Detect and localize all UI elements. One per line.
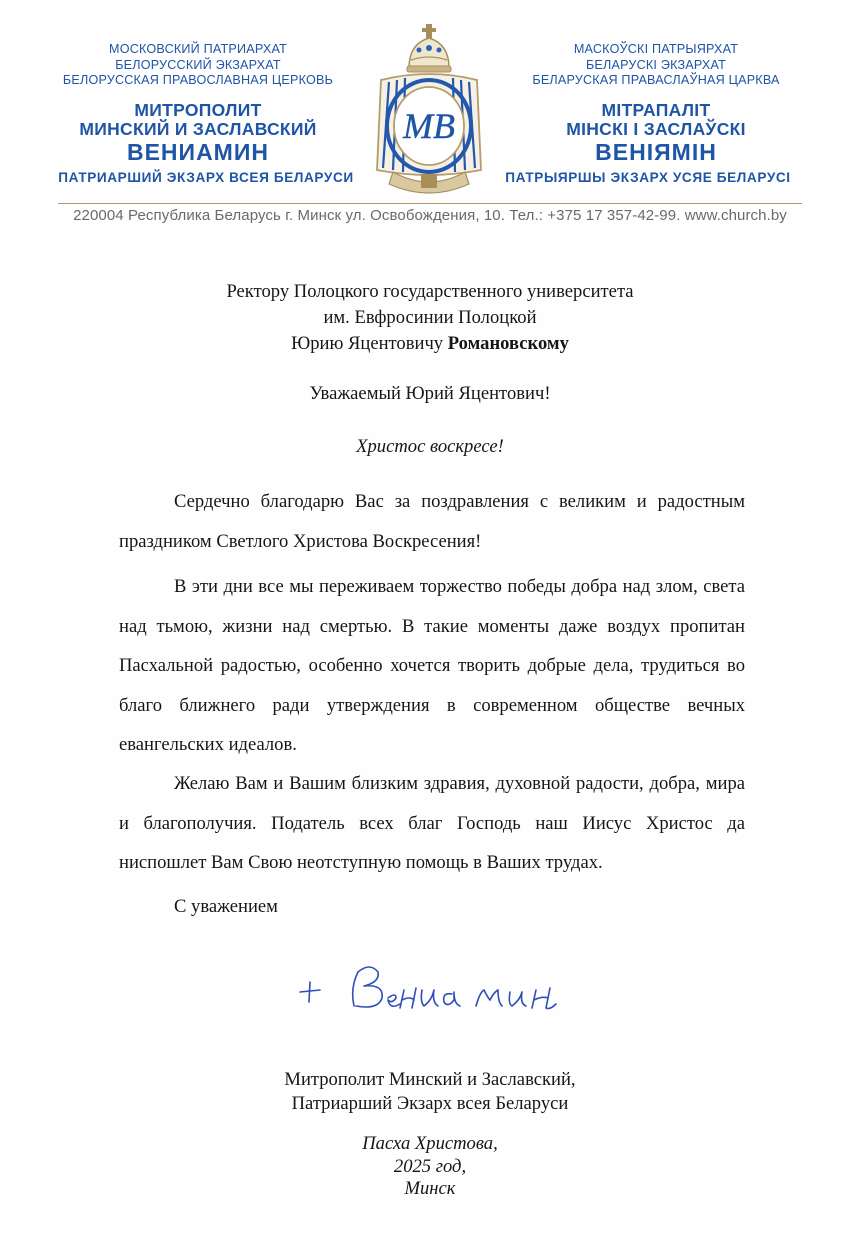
date-place: Минск: [404, 1178, 456, 1199]
signoff-block: [0, 1068, 860, 1116]
recipient-surname: Романовскому: [447, 333, 569, 354]
closing-regards: С уважением: [174, 896, 278, 917]
letterhead-left-name: ВЕНИАМИН: [126, 138, 269, 165]
letterhead-left-line: БЕЛОРУССКАЯ ПРАВОСЛАВНАЯ ЦЕРКОВЬ: [62, 73, 334, 87]
recipient-line: им. Евфросинии Полоцкой: [323, 307, 537, 328]
signoff-title: Митрополит Минский и Заславский,: [284, 1069, 576, 1090]
paschal-greeting: Христос воскресе!: [356, 436, 504, 457]
letterhead-left-title: МИТРОПОЛИТ: [134, 99, 262, 120]
letterhead-right-line: МАСКОЎСКІ ПАТРЫЯРХАТ: [573, 42, 739, 56]
signoff-exarch: Патриарший Экзарх всея Беларуси: [291, 1093, 569, 1114]
greeting: Уважаемый Юрий Яцентович!: [309, 383, 551, 404]
letterhead-right-line: БЕЛАРУСКІ ЭКЗАРХАТ: [585, 57, 727, 72]
date-year: 2025 год,: [393, 1155, 467, 1177]
emblem-monogram: МВ: [403, 106, 455, 146]
letterhead-right-line: БЕЛАРУСКАЯ ПРАВАСЛАЎНАЯ ЦАРКВА: [532, 73, 780, 87]
letterhead-left: [48, 42, 348, 165]
letterhead-right: [506, 42, 806, 165]
body-paragraph: В эти дни все мы переживаем торжество победы добра над злом, света над тьмою, жизни над смертью. В такие моменты даже воздух пропитан Пасхальной радостью, особенно хочется творить добрые дела, трудиться во благо ближнего ради утверждения в современном обществе вечных евангельских идеалов.: [119, 576, 745, 756]
handwritten-signature: [292, 948, 592, 1028]
mitre-icon: [407, 24, 451, 72]
metropolitan-emblem: [353, 20, 505, 198]
letterhead-right-exarch: ПАТРЫЯРШЫ ЭКЗАРХ УСЯЕ БЕЛАРУСІ: [505, 170, 791, 185]
letterhead-right-see: МІНСКІ І ЗАСЛАЎСКІ: [566, 118, 746, 139]
letterhead-right-name: ВЕНІЯМІН: [595, 138, 717, 165]
letterhead-address: 220004 Республика Беларусь г. Минск ул. Освобождения, 10. Тел.: +375 17 357-42-99. www.church.by: [73, 207, 787, 224]
recipient-block: [0, 279, 860, 357]
body-paragraph: Сердечно благодарю Вас за поздравления с великим и радостным праздником Светлого Христова Воскресения!: [119, 491, 745, 552]
date-place-block: [0, 1133, 860, 1201]
recipient-line: Ректору Полоцкого государственного университета: [226, 281, 634, 302]
letterhead-left-see: МИНСКИЙ И ЗАСЛАВСКИЙ: [79, 118, 317, 139]
letterhead-right-title: МІТРАПАЛІТ: [601, 99, 711, 120]
recipient-line: [0, 331, 860, 357]
body-paragraph: Желаю Вам и Вашим близким здравия, духовной радости, добра, мира и благополучия. Податель всех благ Господь наш Иисус Христос да ниспошлет Вам Свою неотступную помощь в Ваших трудах.: [119, 773, 745, 874]
letterhead-left-exarch: ПАТРИАРШИЙ ЭКЗАРХ ВСЕЯ БЕЛАРУСИ: [58, 170, 354, 185]
letterhead-left-line: МОСКОВСКИЙ ПАТРИАРХАТ: [109, 42, 287, 56]
recipient-first-name: Юрию Яцентовичу: [291, 333, 448, 354]
date-occasion: Пасха Христова,: [362, 1133, 498, 1154]
letterhead-divider: [58, 203, 802, 204]
letterhead-left-line: БЕЛОРУССКИЙ ЭКЗАРХАТ: [115, 57, 281, 72]
